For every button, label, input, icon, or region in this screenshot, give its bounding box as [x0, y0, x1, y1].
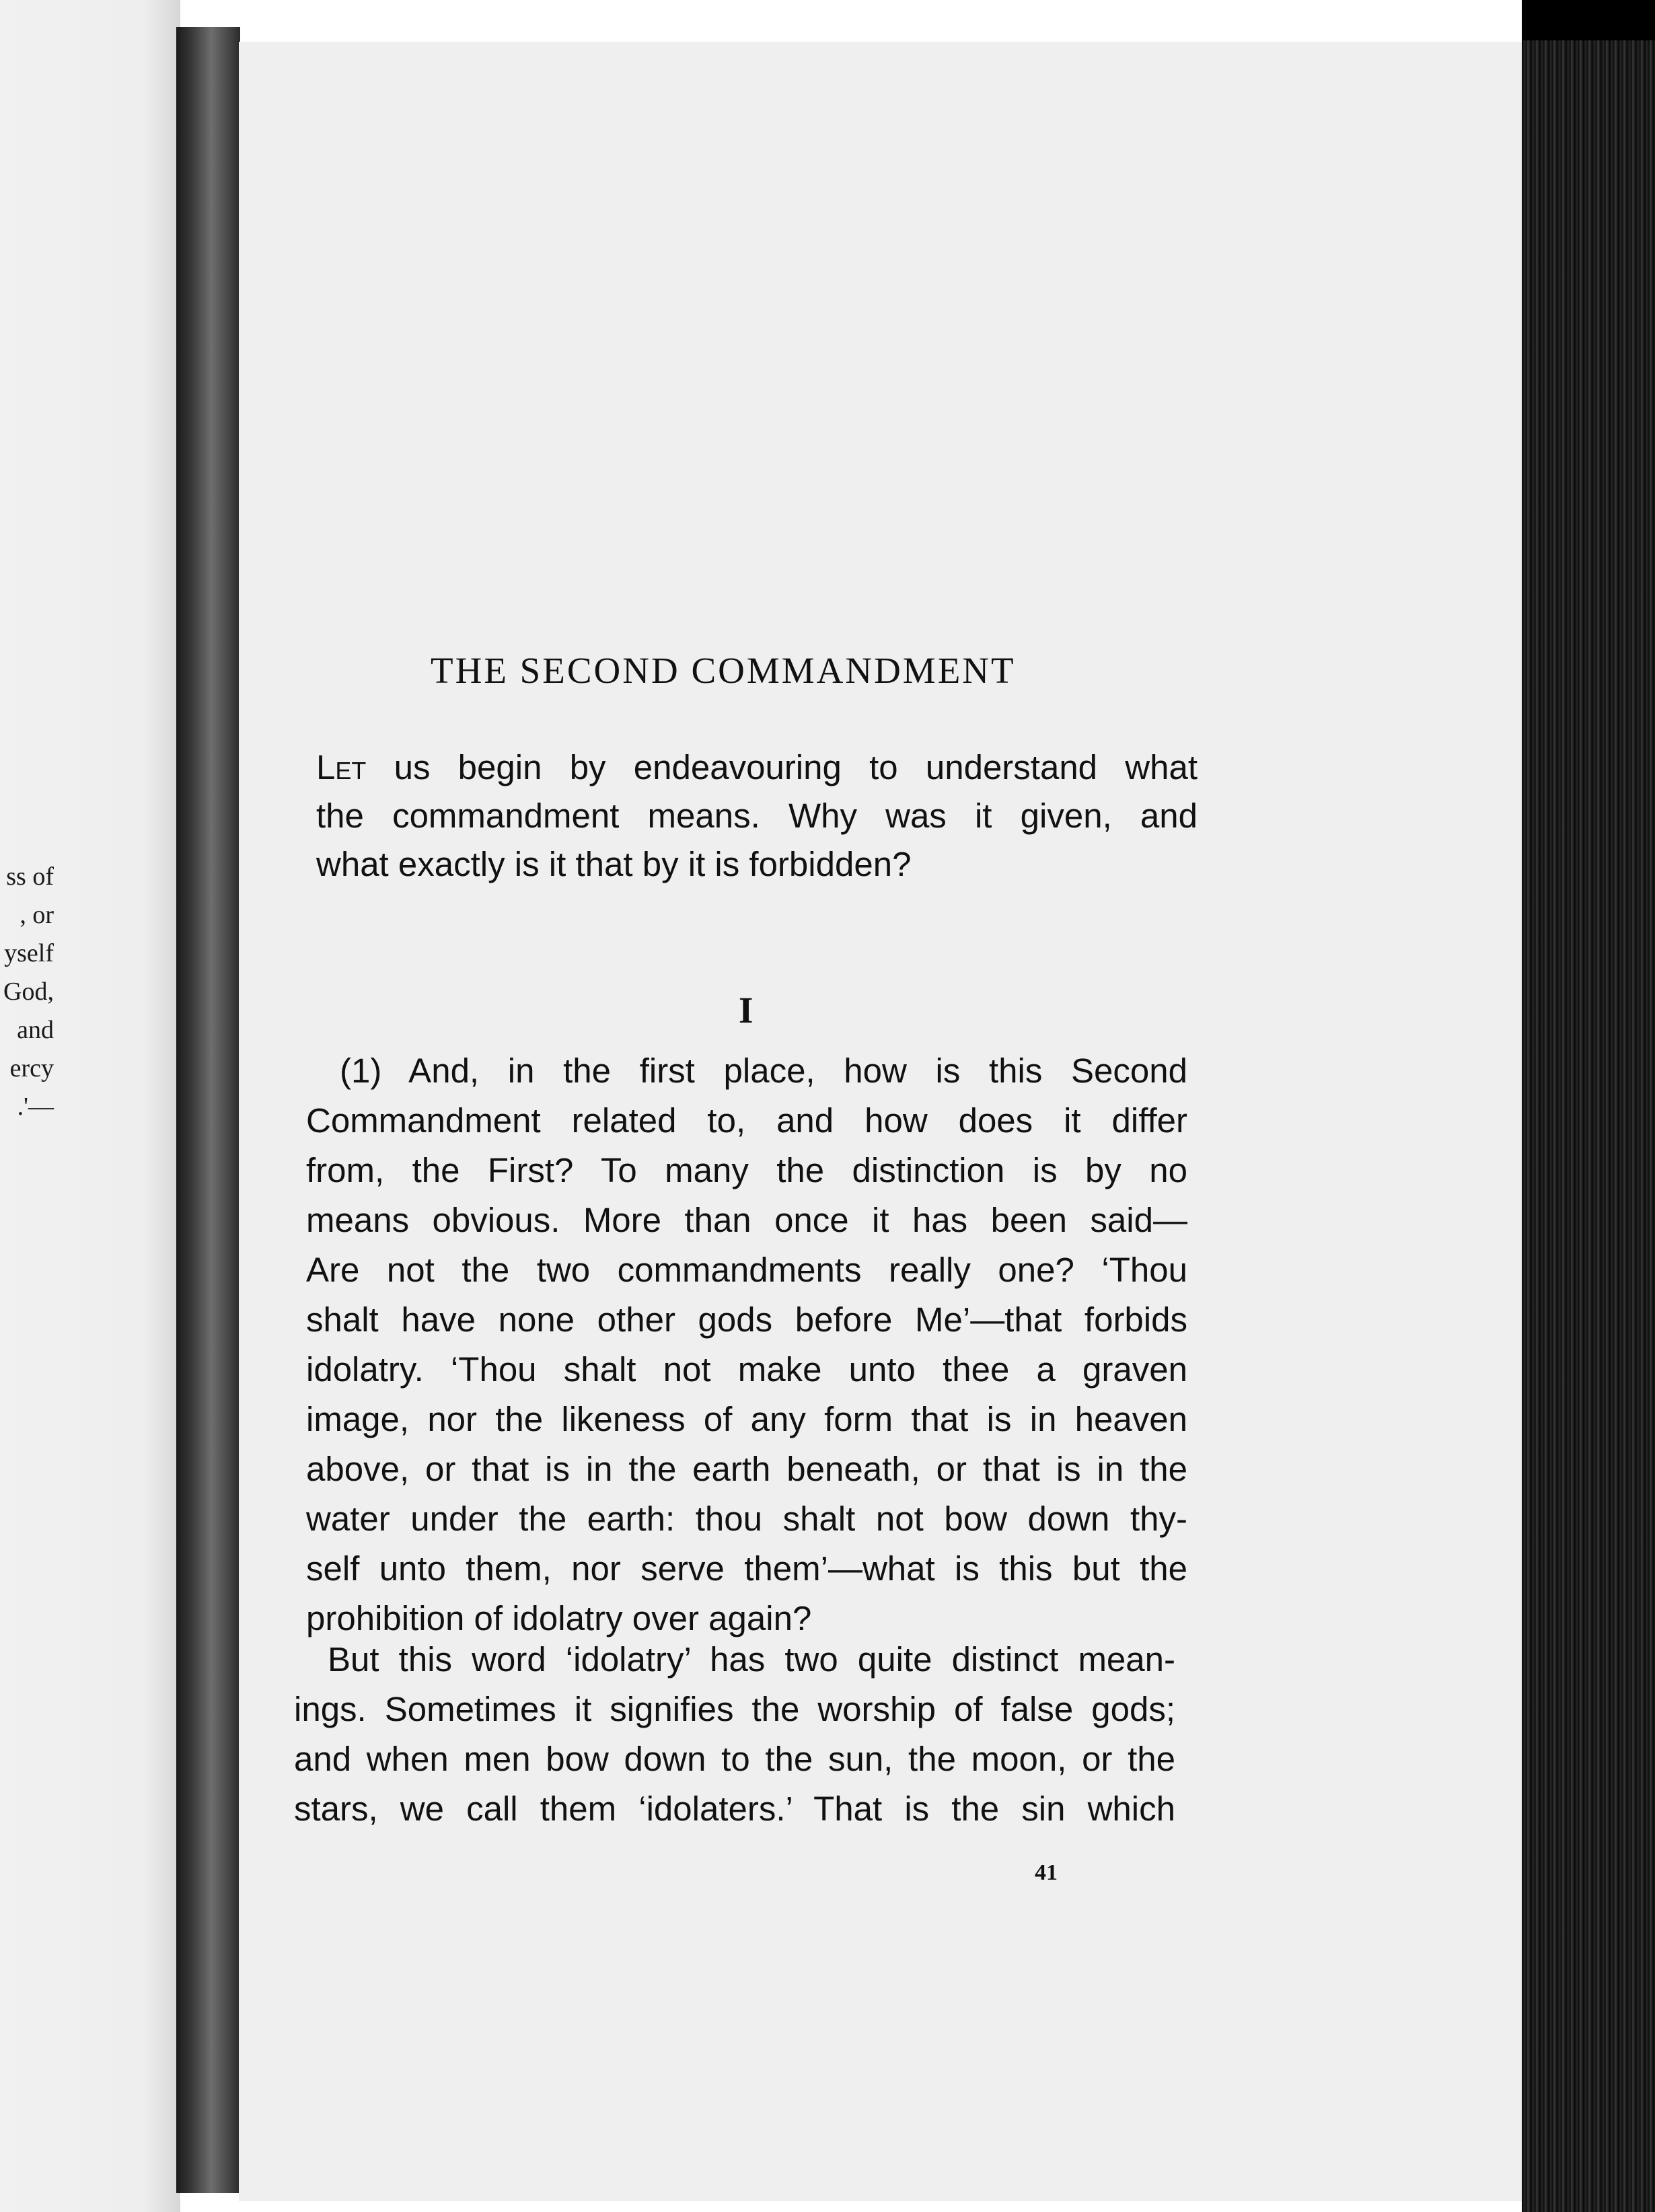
text-line: image, nor the likeness of any form that is in heaven [306, 1400, 1187, 1438]
text-line: ings. Sometimes it signifies the worship of false gods; [294, 1690, 1175, 1728]
text-line: from, the First? To many the distinction is by no [306, 1151, 1187, 1189]
intro-paragraph [316, 743, 1198, 889]
previous-page-line: ercy [9, 1054, 54, 1082]
previous-page-line: .'— [17, 1093, 54, 1121]
text-line: means obvious. More than once it has been said— [306, 1201, 1187, 1239]
text-line: idolatry. ‘Thou shalt not make unto thee a graven [306, 1350, 1187, 1389]
text-line: above, or that is in the earth beneath, or that is in the [306, 1450, 1187, 1488]
page-edges [1522, 40, 1655, 2212]
previous-page-line: God, [3, 978, 54, 1006]
book-gutter [176, 27, 240, 2193]
text-line: and when men bow down to the sun, the moon, or the [294, 1740, 1175, 1778]
previous-page-line: and [17, 1016, 54, 1044]
page-edge-top [1522, 0, 1655, 40]
previous-page-line: ss of [6, 862, 54, 891]
previous-page-line: yself [4, 939, 54, 967]
intro-line: Let us begin by endeavouring to understand what [316, 748, 1198, 786]
drop-lead-word: Let [316, 748, 367, 786]
intro-line: the commandment means. Why was it given, and [316, 797, 1198, 835]
paragraph-2 [294, 1635, 1175, 1834]
text-line: But this word ‘idolatry’ has two quite distinct mean- [328, 1640, 1175, 1679]
text-line: water under the earth: thou shalt not bow down thy- [306, 1500, 1187, 1538]
page-number: 41 [1035, 1860, 1058, 1885]
text-line: Are not the two commandments really one? ‘Thou [306, 1251, 1187, 1289]
chapter-title: THE SECOND COMMANDMENT [431, 650, 1016, 691]
previous-page [0, 0, 180, 2212]
text-line: shalt have none other gods before Me’—that forbids [306, 1300, 1187, 1339]
previous-page-line: , or [20, 901, 54, 929]
text-line: Commandment related to, and how does it differ [306, 1101, 1187, 1140]
text-line: prohibition of idolatry over again? [306, 1599, 812, 1637]
text-line: (1) And, in the first place, how is this Second [340, 1052, 1187, 1090]
paragraph-1 [306, 1046, 1187, 1644]
section-numeral: I [739, 990, 753, 1031]
text-line: self unto them, nor serve them’—what is this but the [306, 1549, 1187, 1588]
previous-page-text [0, 858, 54, 1126]
text-line: stars, we call them ‘idolaters.’ That is the sin which [294, 1790, 1175, 1828]
intro-line: what exactly is it that by it is forbidden? [316, 845, 912, 883]
